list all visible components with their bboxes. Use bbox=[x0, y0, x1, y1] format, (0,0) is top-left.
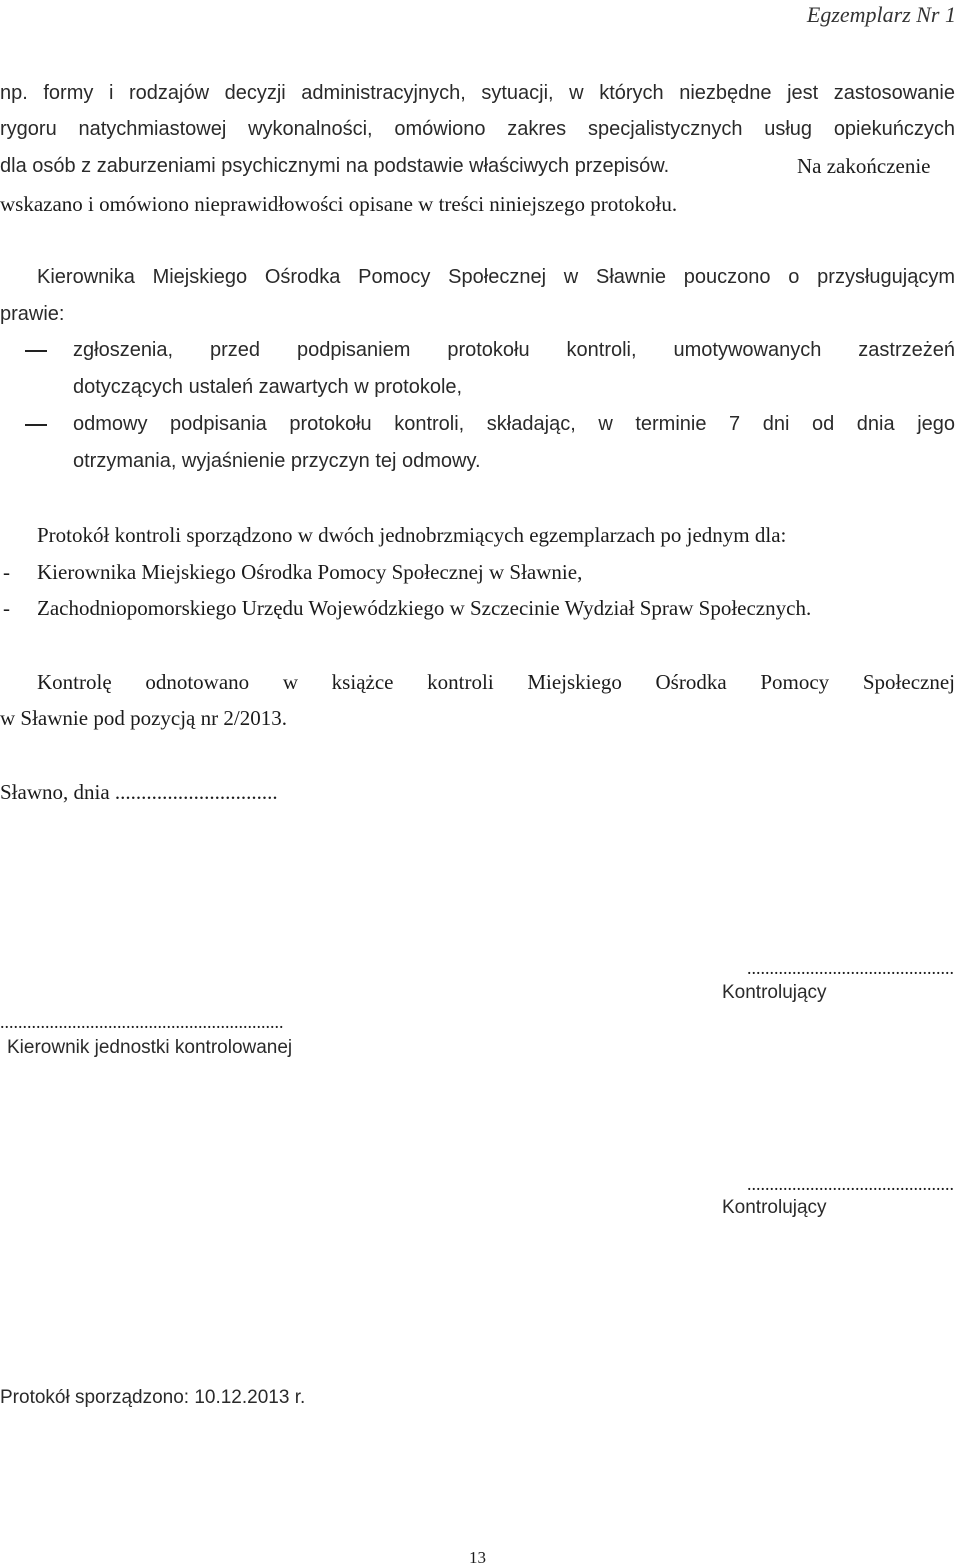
signature-line-head: ............................................................... bbox=[0, 1012, 284, 1032]
signature-role-controller-1: Kontrolujący bbox=[722, 982, 827, 1003]
place-date: Sławno, dnia ............................... bbox=[0, 780, 278, 804]
paragraph-4-line-2: w Sławnie pod pozycją nr 2/2013. bbox=[0, 706, 287, 730]
signature-line-controller-2: .............................................. bbox=[747, 1174, 954, 1194]
recipient-1: Kierownika Miejskiego Ośrodka Pomocy Społecznej w Sławnie, bbox=[37, 560, 583, 584]
paragraph-1-line-4: wskazano i omówiono nieprawidłowości opisane w treści niniejszego protokołu. bbox=[0, 192, 678, 216]
signature-line-controller-1: .............................................. bbox=[747, 958, 954, 978]
paragraph-1-line-2: rygoru natychmiastowej wykonalności, omówiono zakres specjalistycznych usług opiekuńczych bbox=[0, 118, 955, 140]
right-item-2-line-2: otrzymania, wyjaśnienie przyczyn tej odmowy. bbox=[73, 450, 481, 472]
paragraph-1-line-3-end: Na zakończenie bbox=[797, 154, 931, 178]
right-item-1-line-2: dotyczących ustaleń zawartych w protokole, bbox=[73, 376, 463, 398]
right-item-1-line-1: zgłoszenia, przed podpisaniem protokołu kontroli, umotywowanych zastrzeżeń bbox=[73, 339, 955, 361]
page-number: 13 bbox=[469, 1548, 486, 1567]
list-dash-icon bbox=[25, 424, 47, 426]
paragraph-1-line-3: dla osób z zaburzeniami psychicznymi na podstawie właściwych przepisów. bbox=[0, 155, 670, 177]
recipient-2-bullet: - bbox=[3, 596, 10, 620]
list-dash-icon bbox=[25, 350, 47, 352]
paragraph-2-line-1: Kierownika Miejskiego Ośrodka Pomocy Społecznej w Sławnie pouczono o przysługującym bbox=[37, 266, 955, 288]
signature-role-controller-2: Kontrolujący bbox=[722, 1197, 827, 1218]
paragraph-1-line-1: np. formy i rodzajów decyzji administracyjnych, sytuacji, w których niezbędne jest zastosowanie bbox=[0, 82, 955, 104]
recipient-2: Zachodniopomorskiego Urzędu Wojewódzkiego w Szczecinie Wydział Spraw Społecznych. bbox=[37, 596, 812, 620]
protocol-date: Protokół sporządzono: 10.12.2013 r. bbox=[0, 1387, 306, 1408]
copy-number-label: Egzemplarz Nr 1 bbox=[806, 2, 956, 27]
paragraph-3-intro: Protokół kontroli sporządzono w dwóch jednobrzmiących egzemplarzach po jednym dla: bbox=[37, 523, 787, 547]
paragraph-4-line-1: Kontrolę odnotowano w książce kontroli Miejskiego Ośrodka Pomocy Społecznej bbox=[37, 670, 955, 694]
signature-role-head: Kierownik jednostki kontrolowanej bbox=[7, 1037, 293, 1058]
recipient-1-bullet: - bbox=[3, 560, 10, 584]
right-item-2-line-1: odmowy podpisania protokołu kontroli, składając, w terminie 7 dni od dnia jego bbox=[73, 413, 955, 435]
paragraph-2-line-2: prawie: bbox=[0, 303, 65, 325]
